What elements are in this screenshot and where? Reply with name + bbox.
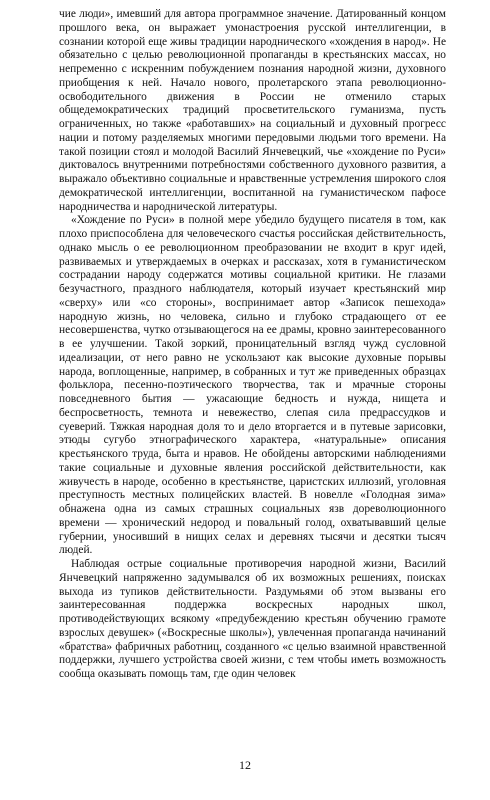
page-number: 12 [239,758,251,772]
paragraph-2: «Хождение по Руси» в полной мере убедило будущего писателя в том, как плохо приспособлена для человеческого счастья российская действительность, однако мысль о ее революционном преобразовании не входит в круг идей, развиваемых и утверждаемых в очерках и рассказах, хотя в гуманистическом сострадании народу содержатся мотивы социальной критики. Не глазами безучастного, праздного наблюдателя, который изучает крестьянский мир «сверху» или «со стороны», воспринимает автор «Записок пешехода» народную жизнь, но человека, сильно и глубоко страдающего от ее несовершенства, чутко отзывающегося на ее драмы, кровно заинтересованного в ее улучшении. Такой зоркий, проницательный взгляд чужд сусловной идеализации, от него равно не ускользают как высокие духовные порывы народа, воплощенные, например, в собранных и тут же приведенных образцах фольклора, песенно-поэтического творчества, так и мрачные стороны повседневного бытия — ужасающие бедность и нужда, нищета и беспросветность, темнота и невежество, слепая сила предрассудков и суеверий. Тяжкая народная доля то и дело вторгается и в путевые зарисовки, этюды сугубо этнографического характера, «натуральные» описания крестьянского труда, быта и нравов. Не обойдены авторскими наблюдениями такие социальные и духовные явления российской действительности, как живучесть в народе, особенно в крестьянстве, царистских иллюзий, уголовная преступность местных полицейских властей. В новелле «Голодная зима» обнажена одна из самых страшных социальных язв дореволюционного времени — хронический недород и повальный голод, охватывавший целые губернии, уносивший в нищих селах и деревнях тысячи и десятки тысяч людей. [59,214,446,557]
paragraph-3: Наблюдая острые социальные противоречия народной жизни, Василий Янчевецкий напряженно задумывался об их возможных решениях, поисках выхода из тупиков действительности. Раздумьями об этом вызваны его заинтересованная поддержка воскресных народных школ, противодействующих всякому «предубеждению крестьян обучению грамоте взрослых девушек» («Воскресные школы»), увлеченная пропаганда начинаний «братства» фабричных работниц, созданного «с целью взаимной нравственной поддержки, лучшего устройства своей жизни, с тем чтобы иметь возможность сообща оказывать помощь там, где один человек [59,558,446,680]
paragraph-1: чие люди», имевший для автора программное значение. Датированный концом прошлого века, он выражает умонастроения русской интеллигенции, в сознании которой еще живы традиции народнического «хождения в народ». Не обязательно с целью революционной пропаганды в крестьянских массах, но непременно с искренним побуждением познания народной жизни, духовного приобщения к ней. Начало нового, пролетарского этапа революционно-освободительного движения в России не отменило старых общедемократических традиций просветительского гуманизма, пусть ограниченных, но также «работавших» на социальный и духовный прогресс нации и потому разделяемых многими передовыми людьми того времени. На такой позиции стоял и молодой Василий Янчевецкий, чье «хождение по Руси» диктовалось внутренними потребностями собственного духовного развития, а выражало объективно социальные и нравственные устремления широкого слоя демократической интеллигенции, воспитанной на гуманистическом пафосе народничества и народнической литературы. [59,8,446,213]
body-text [59,8,446,682]
